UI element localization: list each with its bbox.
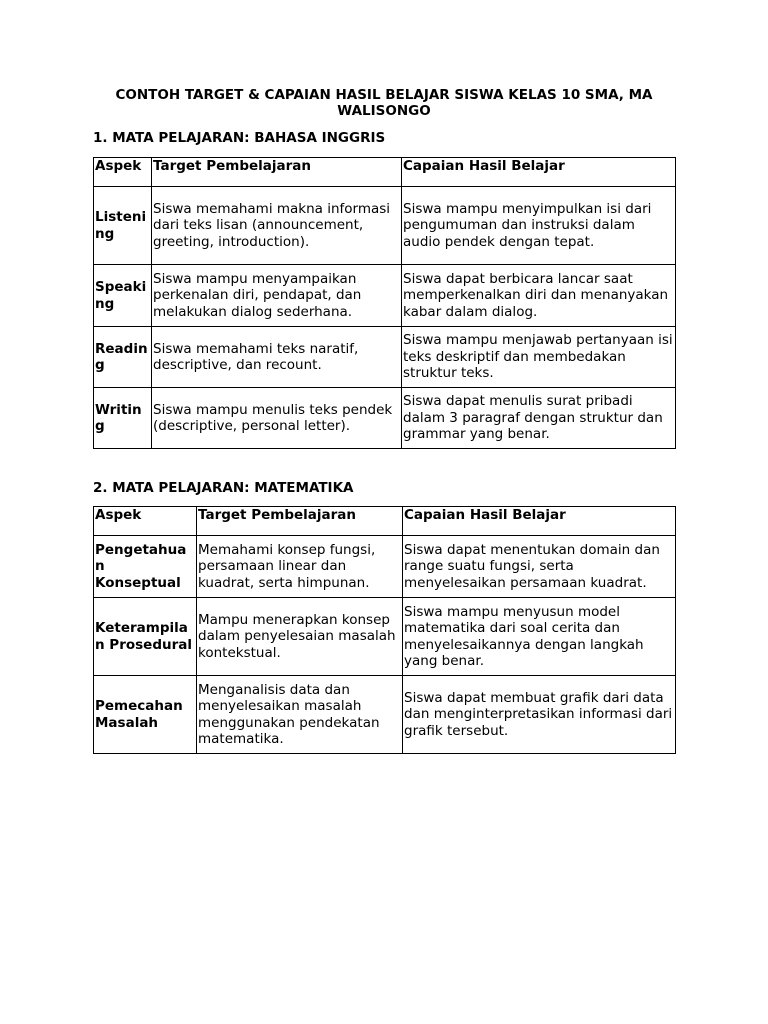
document-title: CONTOH TARGET & CAPAIAN HASIL BELAJAR SISWA KELAS 10 SMA, MA WALISONGO xyxy=(115,87,653,119)
table-header-row xyxy=(94,507,676,536)
outcome-cell: Siswa mampu menyimpulkan isi dari pengumuman dan instruksi dalam audio pendek dengan tepat. xyxy=(402,187,676,265)
target-cell: Memahami konsep fungsi, persamaan linear dan kuadrat, serta himpunan. xyxy=(197,536,403,598)
outcome-cell: Siswa dapat berbicara lancar saat memperkenalkan diri dan menanyakan kabar dalam dialog. xyxy=(402,265,676,327)
table-row xyxy=(94,536,676,598)
section-title-english: 1. MATA PELAJARAN: BAHASA INGGRIS xyxy=(93,130,386,146)
header-target: Target Pembelajaran xyxy=(197,507,403,536)
aspect-cell: Speaking xyxy=(94,265,152,327)
table-row xyxy=(94,676,676,754)
outcome-cell: Siswa dapat menulis surat pribadi dalam 3 paragraf dengan struktur dan grammar yang benar. xyxy=(402,388,676,449)
outcome-cell: Siswa mampu menjawab pertanyaan isi teks deskriptif dan membedakan struktur teks. xyxy=(402,327,676,388)
target-cell: Siswa mampu menyampaikan perkenalan diri, pendapat, dan melakukan dialog sederhana. xyxy=(152,265,402,327)
header-capaian: Capaian Hasil Belajar xyxy=(402,158,676,187)
header-target: Target Pembelajaran xyxy=(152,158,402,187)
header-capaian: Capaian Hasil Belajar xyxy=(403,507,676,536)
table-row xyxy=(94,598,676,676)
table-header-row xyxy=(94,158,676,187)
target-cell: Siswa memahami teks naratif, descriptive, dan recount. xyxy=(152,327,402,388)
table-row xyxy=(94,187,676,265)
target-cell: Menganalisis data dan menyelesaikan masalah menggunakan pendekatan matematika. xyxy=(197,676,403,754)
outcome-cell: Siswa mampu menyusun model matematika dari soal cerita dan menyelesaikannya dengan langkah yang benar. xyxy=(403,598,676,676)
outcome-cell: Siswa dapat membuat grafik dari data dan menginterpretasikan informasi dari grafik tersebut. xyxy=(403,676,676,754)
header-aspek: Aspek xyxy=(94,158,152,187)
aspect-cell: Pengetahuan Konseptual xyxy=(94,536,197,598)
aspect-cell: Reading xyxy=(94,327,152,388)
aspect-cell: Pemecahan Masalah xyxy=(94,676,197,754)
header-aspek: Aspek xyxy=(94,507,197,536)
table-row xyxy=(94,265,676,327)
math-table xyxy=(93,506,676,754)
target-cell: Siswa memahami makna informasi dari teks lisan (announcement, greeting, introduction). xyxy=(152,187,402,265)
table-row xyxy=(94,327,676,388)
aspect-cell: Keterampilan Prosedural xyxy=(94,598,197,676)
aspect-cell: Writing xyxy=(94,388,152,449)
target-cell: Siswa mampu menulis teks pendek (descriptive, personal letter). xyxy=(152,388,402,449)
section-title-math: 2. MATA PELAJARAN: MATEMATIKA xyxy=(93,480,354,496)
english-table xyxy=(93,157,676,449)
outcome-cell: Siswa dapat menentukan domain dan range suatu fungsi, serta menyelesaikan persamaan kuadrat. xyxy=(403,536,676,598)
target-cell: Mampu menerapkan konsep dalam penyelesaian masalah kontekstual. xyxy=(197,598,403,676)
table-row xyxy=(94,388,676,449)
aspect-cell: Listening xyxy=(94,187,152,265)
